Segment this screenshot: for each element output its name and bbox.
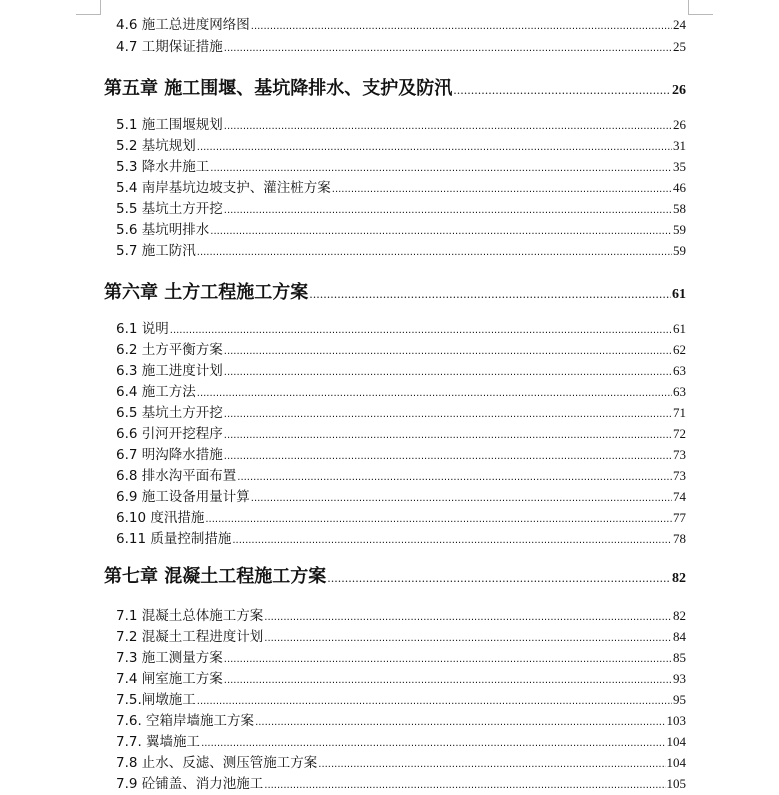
dot-leader	[264, 609, 672, 627]
toc-entry-title: 6.6 引河开挖程序	[116, 426, 223, 442]
toc-page-number: 31	[673, 138, 686, 153]
toc-section-entry[interactable]	[116, 530, 686, 550]
toc-page-number: 59	[673, 222, 686, 237]
toc-entry-title: 7.1 混凝土总体施工方案	[116, 608, 264, 624]
dot-leader	[327, 568, 671, 590]
dot-leader	[197, 244, 672, 262]
dot-leader	[318, 756, 665, 774]
dot-leader	[251, 490, 672, 508]
toc-page-number: 26	[672, 83, 686, 98]
toc-entry-title: 6.11 质量控制措施	[116, 531, 232, 547]
toc-page-number: 35	[673, 159, 686, 174]
toc-page-number: 93	[673, 671, 686, 686]
toc-section-entry[interactable]	[116, 158, 686, 178]
toc-page-number: 74	[673, 489, 686, 504]
toc-section-entry[interactable]	[116, 341, 686, 361]
toc-entry-title: 7.3 施工测量方案	[116, 650, 223, 666]
toc-section-entry[interactable]	[116, 404, 686, 424]
toc-section-entry[interactable]	[116, 628, 686, 648]
toc-section-entry[interactable]	[116, 712, 686, 732]
dot-leader	[210, 223, 672, 241]
toc-page-number: 25	[673, 39, 686, 54]
toc-page-number: 26	[673, 117, 686, 132]
toc-entry-title: 7.7. 翼墙施工	[116, 734, 201, 750]
dot-leader	[224, 651, 672, 669]
toc-entry-title: 6.3 施工进度计划	[116, 363, 223, 379]
toc-page-number: 104	[666, 755, 686, 770]
toc-page-number: 72	[673, 426, 686, 441]
toc-page-number: 104	[666, 734, 686, 749]
toc-entry-title: 7.4 闸室施工方案	[116, 671, 223, 687]
toc-page-number: 84	[673, 629, 686, 644]
dot-leader	[197, 139, 672, 157]
dot-leader	[205, 511, 672, 529]
toc-page-number: 61	[672, 287, 686, 302]
toc-chapter-entry[interactable]	[104, 282, 686, 306]
dot-leader	[264, 630, 672, 648]
toc-section-entry[interactable]	[116, 16, 686, 36]
toc-section-entry[interactable]	[116, 691, 686, 711]
dot-leader	[453, 80, 671, 102]
dot-leader	[224, 427, 672, 445]
toc-section-entry[interactable]	[116, 362, 686, 382]
dot-leader	[232, 532, 672, 550]
toc-section-entry[interactable]	[116, 607, 686, 627]
toc-page-number: 58	[673, 201, 686, 216]
dot-leader	[224, 202, 672, 220]
dot-leader	[197, 385, 672, 403]
toc-entry-title: 6.4 施工方法	[116, 384, 196, 400]
toc-page-number: 77	[673, 510, 686, 525]
toc-entry-title: 5.3 降水井施工	[116, 159, 210, 175]
toc-section-entry[interactable]	[116, 137, 686, 157]
toc-entry-title: 5.7 施工防汛	[116, 243, 196, 259]
toc-page-number: 85	[673, 650, 686, 665]
dot-leader	[251, 18, 672, 36]
toc-section-entry[interactable]	[116, 754, 686, 774]
dot-leader	[224, 672, 672, 690]
toc-page-number: 73	[673, 447, 686, 462]
dot-leader	[255, 714, 665, 732]
dot-leader	[224, 343, 672, 361]
toc-entry-title: 5.2 基坑规划	[116, 138, 196, 154]
toc-section-entry[interactable]	[116, 179, 686, 199]
toc-entry-title: 5.6 基坑明排水	[116, 222, 210, 238]
dot-leader	[224, 448, 672, 466]
dot-leader	[224, 40, 672, 58]
toc-entry-title: 第六章 土方工程施工方案	[104, 282, 309, 303]
toc-page-number: 63	[673, 384, 686, 399]
toc-chapter-entry[interactable]	[104, 566, 686, 590]
toc-entry-title: 6.1 说明	[116, 321, 169, 337]
toc-entry-title: 6.5 基坑土方开挖	[116, 405, 223, 421]
dot-leader	[210, 160, 672, 178]
toc-section-entry[interactable]	[116, 425, 686, 445]
toc-page-number: 82	[673, 608, 686, 623]
toc-page-number: 46	[673, 180, 686, 195]
toc-entry-title: 5.4 南岸基坑边坡支护、灌注桩方案	[116, 180, 331, 196]
dot-leader	[264, 777, 665, 795]
toc-section-entry[interactable]	[116, 733, 686, 753]
toc-entry-title: 6.2 土方平衡方案	[116, 342, 223, 358]
toc-section-entry[interactable]	[116, 221, 686, 241]
toc-page-number: 63	[673, 363, 686, 378]
toc-page-number: 73	[673, 468, 686, 483]
toc-page-number: 105	[666, 776, 686, 791]
toc-entry-title: 5.5 基坑土方开挖	[116, 201, 223, 217]
toc-page-number: 71	[673, 405, 686, 420]
toc-entry-title: 7.8 止水、反滤、测压管施工方案	[116, 755, 318, 771]
dot-leader	[309, 284, 671, 306]
toc-entry-title: 6.8 排水沟平面布置	[116, 468, 237, 484]
toc-entry-title: 6.9 施工设备用量计算	[116, 489, 250, 505]
toc-section-entry[interactable]	[116, 488, 686, 508]
toc-entry-title: 4.6 施工总进度网络图	[116, 17, 250, 33]
dot-leader	[224, 118, 672, 136]
toc-section-entry[interactable]	[116, 649, 686, 669]
toc-section-entry[interactable]	[116, 509, 686, 529]
dot-leader	[237, 469, 672, 487]
toc-page-number: 24	[673, 17, 686, 32]
toc-entry-title: 第七章 混凝土工程施工方案	[104, 566, 327, 587]
toc-entry-title: 7.9 砼铺盖、消力池施工	[116, 776, 264, 792]
toc-section-entry[interactable]	[116, 200, 686, 220]
toc-section-entry[interactable]	[116, 775, 686, 795]
dot-leader	[170, 322, 672, 340]
toc-entry-title: 4.7 工期保证措施	[116, 39, 223, 55]
toc-page-number: 62	[673, 342, 686, 357]
toc-section-entry[interactable]	[116, 38, 686, 58]
toc-section-entry[interactable]	[116, 116, 686, 136]
toc-page-number: 103	[666, 713, 686, 728]
toc-page-number: 82	[672, 571, 686, 586]
dot-leader	[224, 406, 672, 424]
toc-entry-title: 6.7 明沟降水措施	[116, 447, 223, 463]
toc-entry-title: 5.1 施工围堰规划	[116, 117, 223, 133]
toc-page-number: 61	[673, 321, 686, 336]
toc-entry-title: 第五章 施工围堰、基坑降排水、支护及防汛	[104, 78, 453, 99]
toc-section-entry[interactable]	[116, 320, 686, 340]
dot-leader	[201, 735, 665, 753]
toc-page-number: 95	[673, 692, 686, 707]
dot-leader	[224, 364, 672, 382]
toc-entry-title: 7.5.闸墩施工	[116, 692, 196, 708]
toc-section-entry[interactable]	[116, 242, 686, 262]
toc-section-entry[interactable]	[116, 670, 686, 690]
toc-chapter-entry[interactable]	[104, 78, 686, 102]
toc-entry-title: 7.6. 空箱岸墙施工方案	[116, 713, 255, 729]
toc-entry-title: 6.10 度汛措施	[116, 510, 205, 526]
dot-leader	[332, 181, 672, 199]
toc-page-number: 78	[673, 531, 686, 546]
toc-entry-title: 7.2 混凝土工程进度计划	[116, 629, 264, 645]
toc-page-number: 59	[673, 243, 686, 258]
toc-section-entry[interactable]	[116, 467, 686, 487]
dot-leader	[197, 693, 672, 711]
toc-section-entry[interactable]	[116, 446, 686, 466]
toc-section-entry[interactable]	[116, 383, 686, 403]
